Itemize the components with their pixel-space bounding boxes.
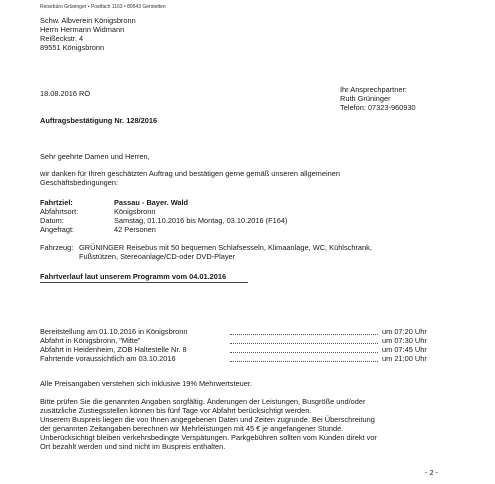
letter-date-reference: 18.08.2016 RO: [40, 89, 91, 98]
dotted-leader: [230, 334, 378, 335]
address-line: 89551 Königsbronn: [40, 43, 105, 52]
schedule-row: [40, 327, 450, 336]
contact-phone: Telefon: 07323-960930: [340, 103, 416, 112]
detail-label: Fahrtziel:: [40, 198, 73, 207]
page-number: - 2 -: [425, 468, 439, 477]
contact-name: Ruth Grüninger: [340, 94, 391, 103]
dotted-leader: [230, 361, 378, 362]
closing-line: Unserem Buspreis liegen die von Ihnen angegebenen Daten und Zeiten zugrunde. Bei Überschreitung: [40, 415, 375, 424]
closing-line: der genannten Zeitangaben berechnen wir Mehrleistungen mit 45 € je angefangener Stunde.: [40, 424, 344, 433]
closing-line: Ort bezahlt werden und sind nicht im Buspreis enthalten.: [40, 442, 226, 451]
schedule-row: [40, 354, 450, 363]
closing-line: Bitte prüfen Sie die genannten Angaben sorgfältig. Änderungen der Leistungen, Busgröße und/oder: [40, 397, 366, 406]
detail-label: Abfahrtsort:: [40, 207, 79, 216]
detail-value-date: Samstag, 01.10.2016 bis Montag, 03.10.2016 (F164): [114, 216, 288, 225]
detail-value-destination: Passau - Bayer. Wald: [114, 198, 189, 207]
detail-value-persons: 42 Personen: [114, 225, 156, 234]
schedule-time: um 07:20 Uhr: [382, 327, 427, 336]
vehicle-label: Fahrzeug:: [40, 243, 74, 252]
contact-title: Ihr Ansprechpartner:: [340, 85, 407, 94]
detail-value-departure: Königsbronn: [114, 207, 156, 216]
schedule-label: Abfahrt in Königsbronn, "Mitte": [40, 336, 141, 345]
dotted-leader: [230, 352, 378, 353]
schedule-row: [40, 345, 450, 354]
vehicle-line: Fußstützen, Stereoanlage/CD-oder DVD-Player: [79, 252, 236, 261]
vehicle-line: GRÜNINGER Reisebus mit 50 bequemen Schlafsesseln, Klimaanlage, WC, Kühlschrank,: [79, 243, 372, 252]
schedule-label: Fahrtende voraussichtlich am 03.10.2016: [40, 354, 176, 363]
address-line: Herrn Hermann Widmann: [40, 25, 125, 34]
sender-return-line: Reisebüro Grüninger • Postfach 1163 • 89543 Gerstetten: [40, 4, 166, 10]
address-line: Reißeckstr. 4: [40, 34, 84, 43]
letter-subject: Auftragsbestätigung Nr. 128/2016: [40, 116, 158, 125]
vat-note: Alle Preisangaben verstehen sich inklusive 19% Mehrwertsteuer.: [40, 379, 252, 388]
schedule-time: um 07:30 Uhr: [382, 336, 427, 345]
schedule-time: um 07:45 Uhr: [382, 345, 427, 354]
program-heading: Fahrtverlauf laut unserem Programm vom 04.01.2016: [40, 272, 227, 281]
heading-underline: [40, 282, 248, 283]
intro-paragraph: wir danken für Ihren geschätzten Auftrag und bestätigen gerne gemäß unseren allgemeinen Geschäftsbedingungen:: [40, 169, 340, 187]
schedule-row: [40, 336, 450, 345]
schedule-label: Abfahrt in Heidenheim, ZOB Haltestelle Nr. 8: [40, 345, 187, 354]
schedule-time: um 21:00 Uhr: [382, 354, 427, 363]
salutation: Sehr geehrte Damen und Herren,: [40, 152, 150, 161]
dotted-leader: [230, 343, 378, 344]
closing-line: Unberücksichtigt bleiben verkehrsbedingte Verspätungen. Parkgebühren sollten vom Kunden direkt vor: [40, 433, 377, 442]
address-line: Schw. Albverein Königsbronn: [40, 16, 136, 25]
detail-label: Angefragt:: [40, 225, 75, 234]
detail-label: Datum:: [40, 216, 64, 225]
closing-line: zusätzliche Zustiegsstellen können bis fünf Tage vor Abfahrt berücksichtigt werden.: [40, 406, 312, 415]
schedule-label: Bereitstellung am 01.10.2016 in Königsbronn: [40, 327, 188, 336]
